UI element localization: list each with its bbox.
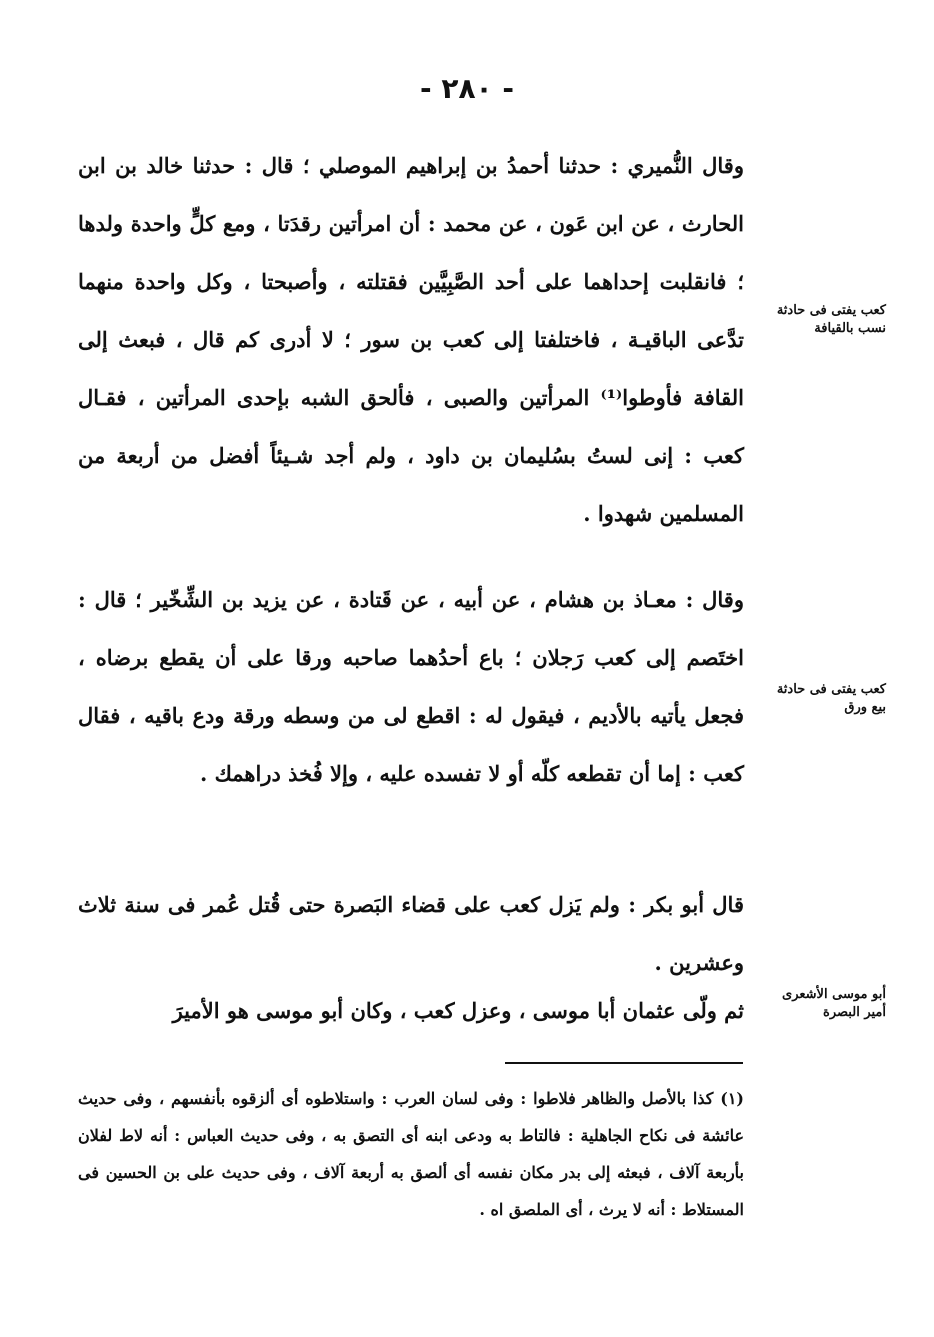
footnote [78, 1080, 744, 1228]
margin-note: أبو موسى الأشعرى أمير البصرة [782, 987, 886, 1020]
body-paragraph [78, 571, 744, 803]
body-paragraph [78, 876, 744, 992]
body-paragraph [78, 982, 744, 1040]
paragraph-text: ثم ولّى عثمان أبا موسى ، وعزل كعب ، وكان أبو موسى هو الأميرَ [172, 998, 744, 1023]
footnote-text: (١) كذا بالأصل والظاهر فلاطوا : وفى لسان العرب : واستلاطوه أى ألزقوه بأنفسهم ، وفى حديث عائشة فى نكاح الجاهلية : فالتاط به ودعى ابنه أى التصق به ، وفى حديث العباس : أنه لاط لفلان بأربعة آلاف ، فبعثه إلى بدر مكان نفسه أى ألصق به أربعة آلاف ، وفى حديث على بن الحسين فى المستلاط : أنه لا يرث ، أى الملصق اه . [78, 1089, 744, 1219]
body-paragraph [78, 137, 744, 543]
footnote-divider [505, 1062, 743, 1064]
page-number: - ٢٨٠ - [419, 72, 515, 105]
margin-note: كعب يفتى فى حادثة بيع ورق [776, 682, 886, 715]
paragraph-text: قال أبو بكر : ولم يَزل كعب على قضاء البَصرة حتى قُتل عُمر فى سنة ثلاث وعشرين . [78, 892, 744, 975]
margin-note: كعب يفتى فى حادثة نسب بالقيافة [776, 303, 886, 336]
paragraph-text: وقال : معـاذ بن هشام ، عن أبيه ، عن قَتادة ، عن يزيد بن الشِّخّير ؛ قال : اختَصم إلى كعب رَجلان ؛ باع أحدُهما صاحبه ورقا على أن يقطع برضاه ، فجعل يأتيه بالأديم ، فيقول له : اقطع لى من وسطه ورقة ودع باقيه ، فقال كعب : إما أن تقطعه كلّه أو لا تفسده عليه ، وإلا فُخذ دراهمك . [78, 587, 744, 786]
paragraph-text: وقال النُّميري : حدثنا أحمدُ بن إبراهيم الموصلي ؛ قال : حدثنا خالد بن ابن الحارث ، عن ابن عَون ، عن محمد : أن امرأتين رقدَتا ، ومع كلٍّ واحدة ولدها ؛ فانقلبت إحداهما على أحد الصَّبِيَّين فقتلته ، وأصبحتا ، وكل واحدة منهما تدَّعى الباقيـة ، فاختلفتا إلى كعب بن سور ؛ لا أدرى كم قال ، فبعث إلى القافة فأوطوا⁽¹⁾ المرأتين والصبى ، فألحق الشبه بإحدى المرأتين ، فقـال كعب : إنى لستُ بسُليمان بن داود ، ولم أجد شـيئاً أفضل من أربعة من المسلمين شهدوا . [78, 153, 744, 526]
